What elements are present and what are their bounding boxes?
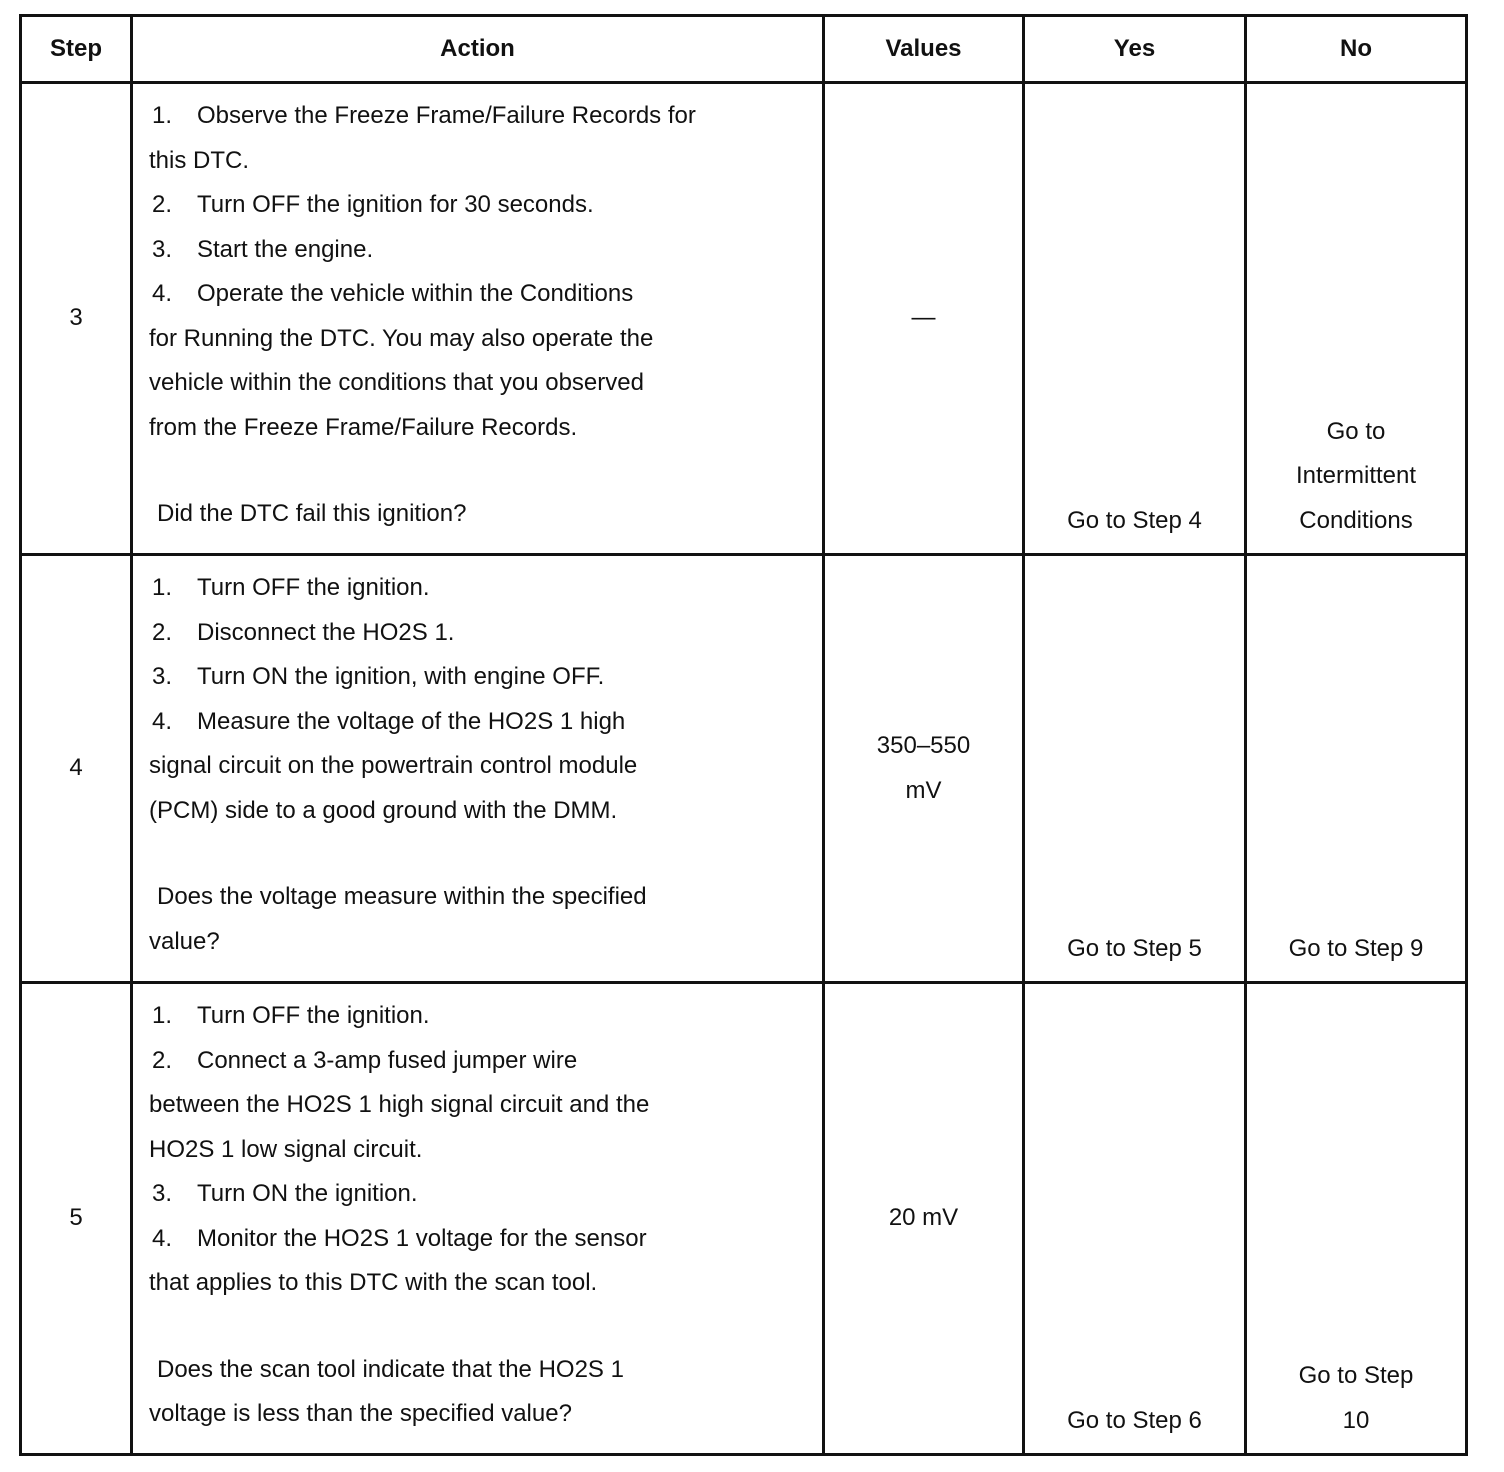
step-number-cell: 5: [21, 983, 132, 1455]
action-step-line: [149, 1039, 806, 1084]
action-step-number: 3.: [152, 235, 173, 263]
header-no: No: [1246, 16, 1467, 83]
action-step-line: [149, 611, 806, 656]
action-step-number: 2.: [152, 1046, 173, 1074]
step-number-cell: 4: [21, 555, 132, 983]
action-step-number: 1.: [152, 574, 173, 601]
values-cell: [824, 83, 1024, 555]
table-row: [21, 555, 1467, 983]
no-text: Conditions: [1299, 506, 1413, 534]
action-step-line: [149, 1217, 806, 1262]
table-row: [21, 983, 1467, 1455]
action-step-continuation: signal circuit on the powertrain control module: [149, 752, 638, 779]
action-step-line: [149, 655, 806, 700]
action-step-number: 3.: [152, 1180, 173, 1207]
action-step-text: Turn ON the ignition, with engine OFF.: [197, 663, 605, 690]
yes-text: Go to Step 6: [1067, 1406, 1202, 1434]
no-text: Go to: [1326, 417, 1386, 445]
action-step-number: 1.: [152, 1002, 173, 1029]
action-step-number: 1.: [152, 102, 173, 129]
value-text: 20 mV: [888, 1204, 959, 1232]
action-step-line: [149, 272, 806, 317]
action-question: [149, 492, 806, 537]
action-cell: [132, 555, 824, 983]
action-cell: [132, 983, 824, 1455]
action-step-line: [149, 183, 806, 228]
action-step-text: Turn OFF the ignition.: [197, 1002, 430, 1029]
action-cell: [132, 83, 824, 555]
header-action: Action: [132, 16, 824, 83]
value-text: —: [911, 304, 936, 332]
action-step-continuation: vehicle within the conditions that you observed: [149, 369, 644, 396]
action-step-text: Turn OFF the ignition.: [197, 574, 430, 601]
action-step-text: Disconnect the HO2S 1.: [197, 618, 455, 646]
action-step-line: [149, 566, 806, 611]
action-step-continuation: between the HO2S 1 high signal circuit and the: [149, 1091, 650, 1118]
action-step-number: 2.: [152, 618, 173, 646]
header-step: Step: [21, 16, 132, 83]
yes-text: Go to Step 4: [1067, 506, 1202, 534]
action-question-line: Does the scan tool indicate that the HO2S 1: [157, 1355, 624, 1383]
action-question: [149, 875, 806, 964]
table-row: [21, 83, 1467, 555]
header-values: Values: [824, 16, 1024, 83]
yes-cell: [1024, 83, 1246, 555]
action-step-text: Start the engine.: [197, 235, 374, 263]
yes-cell: [1024, 555, 1246, 983]
action-question: [149, 1348, 806, 1437]
action-step-number: 4.: [152, 1224, 173, 1252]
action-step-text: Turn ON the ignition.: [197, 1180, 418, 1207]
yes-cell: [1024, 983, 1246, 1455]
values-cell: [824, 555, 1024, 983]
no-cell: [1246, 83, 1467, 555]
action-step-line: [149, 994, 806, 1039]
no-text: Intermittent: [1295, 462, 1417, 489]
action-step-text: Turn OFF the ignition for 30 seconds.: [197, 191, 594, 218]
header-row: [21, 16, 1467, 83]
action-question-line: voltage is less than the specified value?: [149, 1400, 572, 1427]
action-step-continuation: (PCM) side to a good ground with the DMM.: [149, 796, 618, 824]
value-text: 350–550: [876, 732, 971, 759]
value-text: mV: [905, 776, 942, 804]
action-step-line: [149, 228, 806, 273]
step-number-cell: 3: [21, 83, 132, 555]
action-step-text: Measure the voltage of the HO2S 1 high: [197, 707, 626, 735]
action-step-continuation: that applies to this DTC with the scan tool.: [149, 1269, 598, 1296]
no-text: 10: [1342, 1406, 1370, 1434]
action-step-line: [149, 1172, 806, 1217]
action-step-number: 4.: [152, 280, 173, 307]
no-cell: [1246, 555, 1467, 983]
action-step-line: [149, 94, 806, 139]
no-cell: [1246, 983, 1467, 1455]
diagnostic-table: [19, 14, 1468, 1456]
values-cell: [824, 983, 1024, 1455]
action-step-number: 3.: [152, 663, 173, 690]
action-step-continuation: HO2S 1 low signal circuit.: [149, 1135, 423, 1163]
action-question-line: Did the DTC fail this ignition?: [157, 500, 467, 527]
action-step-text: Observe the Freeze Frame/Failure Records for: [197, 102, 696, 129]
action-step-continuation: from the Freeze Frame/Failure Records.: [149, 413, 578, 441]
action-step-continuation: this DTC.: [149, 146, 250, 174]
action-step-number: 4.: [152, 707, 173, 735]
action-step-line: [149, 700, 806, 745]
action-question-line: value?: [149, 927, 220, 955]
yes-text: Go to Step 5: [1067, 934, 1202, 962]
action-step-text: Operate the vehicle within the Conditions: [197, 280, 634, 307]
no-text: Go to Step: [1298, 1362, 1414, 1389]
action-step-text: Connect a 3-amp fused jumper wire: [197, 1046, 578, 1074]
action-question-line: Does the voltage measure within the specified: [157, 883, 647, 910]
action-step-number: 2.: [152, 191, 173, 218]
header-yes: Yes: [1024, 16, 1246, 83]
action-step-continuation: for Running the DTC. You may also operate the: [149, 324, 654, 352]
no-text: Go to Step 9: [1288, 934, 1424, 962]
action-step-text: Monitor the HO2S 1 voltage for the sensor: [197, 1224, 647, 1252]
